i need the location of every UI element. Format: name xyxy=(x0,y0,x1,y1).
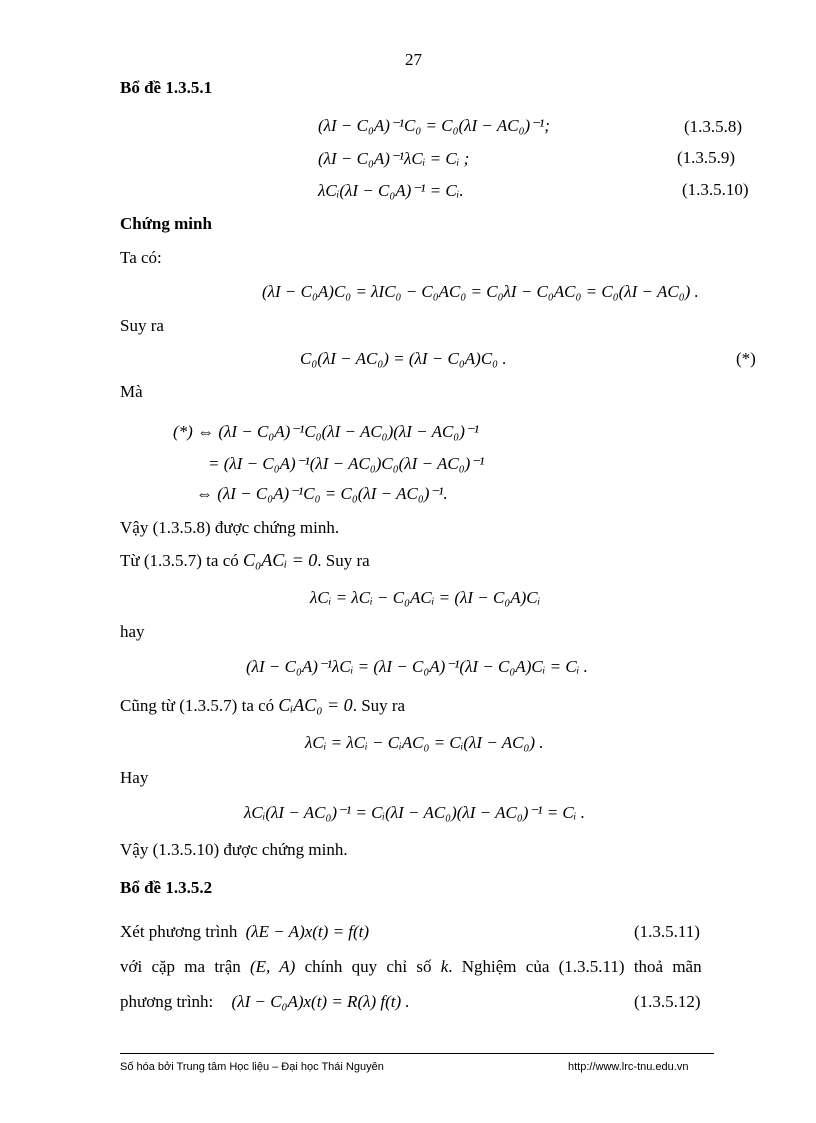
inline-math: k xyxy=(440,957,449,976)
inline-math: (E, A) xyxy=(250,957,296,976)
proof-equation: C₀(λI − AC₀) = (λI − C₀A)C₀ . xyxy=(300,349,507,368)
equation-tag: (1.3.5.9) xyxy=(677,148,736,167)
text-fragment: Cũng từ (1.3.5.7) ta có xyxy=(120,696,275,715)
equation-expression: (λI − C₀A)⁻¹λCᵢ = Cᵢ ; xyxy=(318,149,470,168)
inline-math: C₀ACᵢ = 0 xyxy=(242,550,318,570)
equation-tag: (*) xyxy=(736,349,756,368)
text-line: Hay xyxy=(120,768,149,787)
text-line: Ta có: xyxy=(120,248,162,267)
text-fragment: Từ (1.3.5.7) ta có xyxy=(120,551,239,570)
lemma-title: Bổ đề 1.3.5.2 xyxy=(120,878,213,897)
text-line: Vậy (1.3.5.10) được chứng minh. xyxy=(120,840,348,859)
proof-equation: (λI − C₀A)C₀ = λIC₀ − C₀AC₀ = C₀λI − C₀AC₀ = C₀(λI − AC₀) . xyxy=(262,282,699,301)
equation-1-3-5-8 xyxy=(318,116,550,136)
text-fragment: Xét phương trình xyxy=(120,922,238,941)
equation-tag: (1.3.5.12) xyxy=(634,992,701,1011)
inline-math: (λE − A)x(t) = f(t) xyxy=(245,922,370,941)
proof-equation: (*) ⇔ (λI − C₀A)⁻¹C₀(λI − AC₀)(λI − AC₀)⁻¹ xyxy=(173,422,479,441)
text-line: Mà xyxy=(120,382,143,401)
equation-1-3-5-9 xyxy=(318,149,469,169)
text-line xyxy=(120,550,370,571)
text-line: Vậy (1.3.5.8) được chứng minh. xyxy=(120,518,340,537)
inline-math: CᵢAC₀ = 0 xyxy=(278,695,353,715)
footer-link[interactable]: http://www.lrc-tnu.edu.vn xyxy=(568,1061,689,1073)
inline-math: (λI − C₀A)x(t) = R(λ) f(t) . xyxy=(231,992,410,1011)
text-line: hay xyxy=(120,622,145,641)
text-fragment: với cặp ma trận xyxy=(120,957,241,976)
text-fragment: . Suy ra xyxy=(317,551,370,570)
proof-equation: ⇔ (λI − C₀A)⁻¹C₀ = C₀(λI − AC₀)⁻¹. xyxy=(196,484,448,503)
equation-expression: λCᵢ(λI − C₀A)⁻¹ = Cᵢ. xyxy=(318,181,464,200)
equation-tag: (1.3.5.10) xyxy=(682,180,749,199)
equation-expression: (λI − C₀A)⁻¹C₀ = C₀(λI − AC₀)⁻¹; xyxy=(318,116,550,135)
proof-equation: λCᵢ = λCᵢ − C₀ACᵢ = (λI − C₀A)Cᵢ xyxy=(310,588,541,607)
text-fragment: . Suy ra xyxy=(352,696,406,715)
equation-tag: (1.3.5.8) xyxy=(684,117,743,136)
footer-source: Số hóa bởi Trung tâm Học liệu – Đại học Thái Nguyên xyxy=(120,1061,384,1073)
text-line xyxy=(120,957,702,977)
equation-1-3-5-10 xyxy=(318,181,464,201)
proof-title: Chứng minh xyxy=(120,214,212,233)
text-fragment: phương trình: xyxy=(120,992,214,1011)
lemma-title: Bổ đề 1.3.5.1 xyxy=(120,78,213,97)
text-fragment: . Nghiệm của (1.3.5.11) thoả mãn xyxy=(448,957,702,976)
page-number: 27 xyxy=(405,50,422,69)
equation-tag: (1.3.5.11) xyxy=(634,922,700,941)
text-fragment: chính quy chỉ số xyxy=(304,957,432,976)
proof-equation: (λI − C₀A)⁻¹λCᵢ = (λI − C₀A)⁻¹(λI − C₀A)Cᵢ = Cᵢ . xyxy=(246,657,588,676)
text-line xyxy=(120,922,369,942)
text-line xyxy=(120,992,410,1012)
text-line xyxy=(120,695,405,716)
proof-equation: λCᵢ = λCᵢ − CᵢAC₀ = Cᵢ(λI − AC₀) . xyxy=(305,733,544,752)
footer-divider xyxy=(120,1053,714,1054)
proof-equation: = (λI − C₀A)⁻¹(λI − AC₀)C₀(λI − AC₀)⁻¹ xyxy=(208,454,485,473)
proof-equation: λCᵢ(λI − AC₀)⁻¹ = Cᵢ(λI − AC₀)(λI − AC₀)⁻¹ = Cᵢ . xyxy=(244,803,585,822)
text-line: Suy ra xyxy=(120,316,164,335)
